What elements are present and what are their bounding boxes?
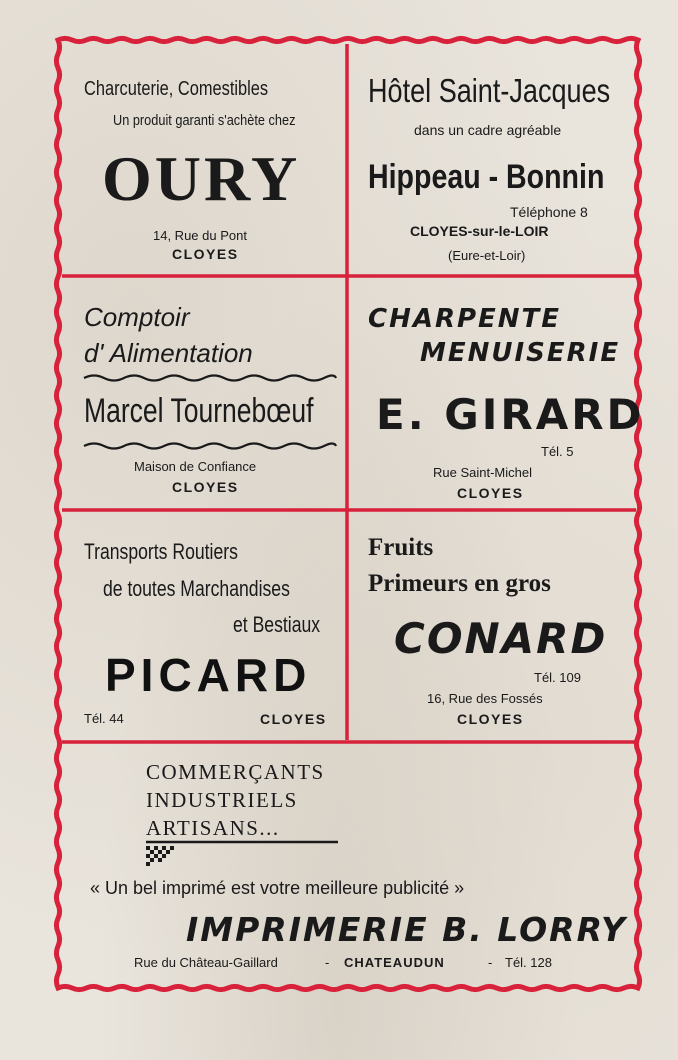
oury-town: CLOYES: [172, 246, 239, 262]
hotel-town: CLOYES-sur-le-LOIR: [410, 223, 549, 239]
comptoir-line1: Comptoir: [84, 302, 190, 332]
conard-town: CLOYES: [457, 711, 524, 727]
conard-line2: Primeurs en gros: [368, 570, 551, 597]
conard-phone: Tél. 109: [534, 670, 581, 685]
oury-line1: Charcuterie, Comestibles: [84, 78, 269, 100]
comptoir-name: Marcel Tournebœuf: [84, 392, 314, 430]
hotel-region: (Eure-et-Loir): [448, 248, 526, 263]
lorry-sep1: -: [325, 955, 330, 970]
lorry-town: CHATEAUDUN: [344, 955, 445, 970]
hotel-name: Hippeau - Bonnin: [368, 158, 605, 196]
wavy-rule-top: [84, 376, 336, 381]
lorry-sep2: -: [488, 955, 493, 970]
lorry-line2: INDUSTRIELS: [146, 788, 298, 812]
lorry-name: IMPRIMERIE B. LORRY: [186, 910, 627, 949]
picard-town: CLOYES: [260, 711, 327, 727]
oury-address: 14, Rue du Pont: [153, 228, 247, 243]
lorry-phone: Tél. 128: [505, 955, 552, 970]
hotel-phone: Téléphone 8: [510, 204, 588, 220]
girard-address: Rue Saint-Michel: [433, 465, 532, 480]
hotel-title: Hôtel Saint-Jacques: [368, 72, 611, 109]
oury-name: OURY: [102, 143, 301, 214]
girard-town: CLOYES: [457, 485, 524, 501]
hotel-tagline: dans un cadre agréable: [414, 122, 562, 138]
conard-line1: Fruits: [368, 534, 434, 561]
conard-name: CONARD: [394, 614, 608, 663]
picard-line2: de toutes Marchandises: [103, 576, 290, 601]
comptoir-tagline: Maison de Confiance: [134, 459, 257, 474]
girard-line1: CHARPENTE: [368, 304, 562, 334]
conard-address: 16, Rue des Fossés: [427, 691, 543, 706]
checker-ornament: [146, 846, 174, 866]
girard-line2: MENUISERIE: [420, 338, 621, 368]
lorry-address: Rue du Château-Gaillard: [134, 955, 278, 970]
wavy-rule-bottom: [84, 444, 336, 449]
lorry-slogan: « Un bel imprimé est votre meilleure publicité »: [90, 878, 465, 898]
lorry-line3: ARTISANS...: [146, 816, 280, 840]
picard-line3: et Bestiaux: [233, 612, 321, 637]
oury-line2: Un produit garanti s'achète chez: [113, 112, 296, 129]
picard-line1: Transports Routiers: [84, 539, 238, 564]
picard-phone: Tél. 44: [84, 711, 124, 726]
girard-name: E. GIRARD: [376, 390, 645, 439]
comptoir-town: CLOYES: [172, 479, 239, 495]
lorry-line1: COMMERÇANTS: [146, 760, 325, 784]
girard-phone: Tél. 5: [541, 444, 574, 459]
picard-name: PICARD: [105, 649, 312, 701]
comptoir-line2: d' Alimentation: [84, 338, 253, 368]
